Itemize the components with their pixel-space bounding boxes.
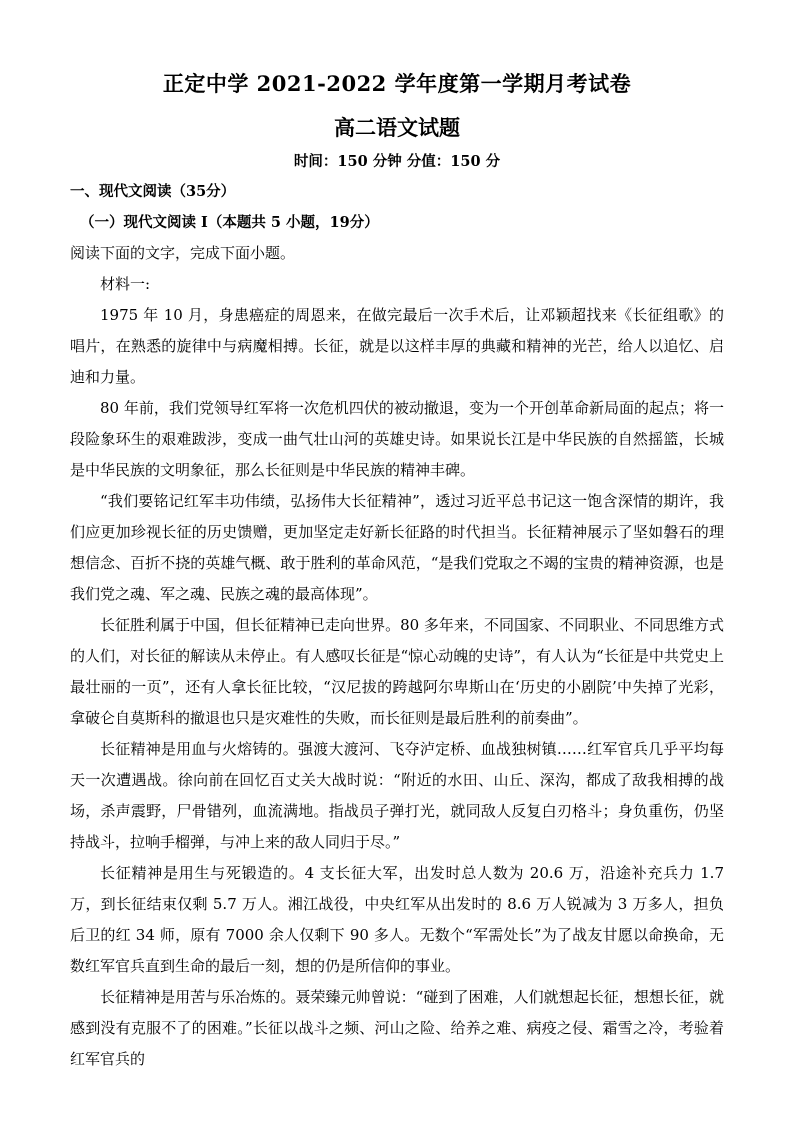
page-title: 正定中学 2021-2022 学年度第一学期月考试卷 — [162, 71, 632, 96]
page-subtitle: 高二语文试题 — [334, 115, 460, 140]
instruction-text: 阅读下面的文字，完成下面小题。 — [70, 244, 296, 262]
material-label: 材料一: — [100, 275, 151, 293]
passage-paragraph: 长征精神是用生与死锻造的。4 支长征大军，出发时总人数为 20.6 万，沿途补充兵力 1.7 万，到长征结束仅剩 5.7 万人。湘江战役，中央红军从出发时的 8.6 万人锐减为 3 万多人，担负后卫的红 34 师，原有 7000 余人仅剩下 90 多人。无数个“军需处长”为了战友甘愿以命换命，无数红军官兵直到生命的最后一刻，想的仍是所信仰的事业。 — [70, 864, 724, 975]
section-heading-1-1: （一）现代文阅读 I（本题共 5 小题，19分） — [80, 214, 379, 231]
passage-paragraph: 长征精神是用苦与乐冶炼的。聂荣臻元帅曾说：“碰到了困难，人们就想起长征，想想长征，就感到没有克服不了的困难。”长征以战斗之频、河山之险、给养之难、病疫之侵、霜雪之冷，考验着红军官兵的 — [70, 988, 724, 1068]
section-heading-1: 一、现代文阅读（35分） — [70, 183, 236, 200]
passage-paragraph: 80 年前，我们党领导红军将一次危机四伏的被动撤退，变为一个开创革命新局面的起点；将一段险象环生的艰难跋涉，变成一曲气壮山河的英雄史诗。如果说长江是中华民族的自然摇篮，长城是中华民族的文明象征，那么长征则是中华民族的精神丰碑。 — [70, 399, 724, 479]
passage-paragraph: 1975 年 10 月，身患癌症的周恩来，在做完最后一次手术后，让邓颖超找来《长征组歌》的唱片，在熟悉的旋律中与病魔相搏。长征，就是以这样丰厚的典藏和精神的光芒，给人以追忆、启迪和力量。 — [70, 306, 724, 386]
exam-time-info: 时间：150 分钟 分值：150 分 — [293, 153, 501, 170]
passage-paragraph: “我们要铭记红军丰功伟绩，弘扬伟大长征精神”，透过习近平总书记这一饱含深情的期许，我们应更加珍视长征的历史馈赠，更加坚定走好新长征路的时代担当。长征精神展示了坚如磐石的理想信念、百折不挠的英雄气概、敢于胜利的革命风范，“是我们党取之不竭的宝贵的精神资源，也是我们党之魂、军之魂、民族之魂的最高体现”。 — [70, 492, 724, 603]
reading-passage — [70, 238, 724, 1075]
passage-paragraph: 长征胜利属于中国，但长征精神已走向世界。80 多年来，不同国家、不同职业、不同思维方式的人们，对长征的解读从未停止。有人感叹长征是“惊心动魄的史诗”，有人认为“长征是中共党史上最壮丽的一页”，还有人拿长征比较，“汉尼拔的跨越阿尔卑斯山在‘历史的小剧院’中失掉了光彩，拿破仑自莫斯科的撤退也只是灾难性的失败，而长征则是最后胜利的前奏曲”。 — [70, 616, 724, 727]
passage-paragraph: 长征精神是用血与火熔铸的。强渡大渡河、飞夺泸定桥、血战独树镇……红军官兵几乎平均每天一次遭遇战。徐向前在回忆百丈关大战时说：“附近的水田、山丘、深沟，都成了敌我相搏的战场，杀声震野，尸骨错列，血流满地。指战员子弹打光，就同敌人反复白刃格斗；身负重伤，仍坚持战斗，拉响手榴弹，与冲上来的敌人同归于尽。” — [70, 740, 724, 851]
